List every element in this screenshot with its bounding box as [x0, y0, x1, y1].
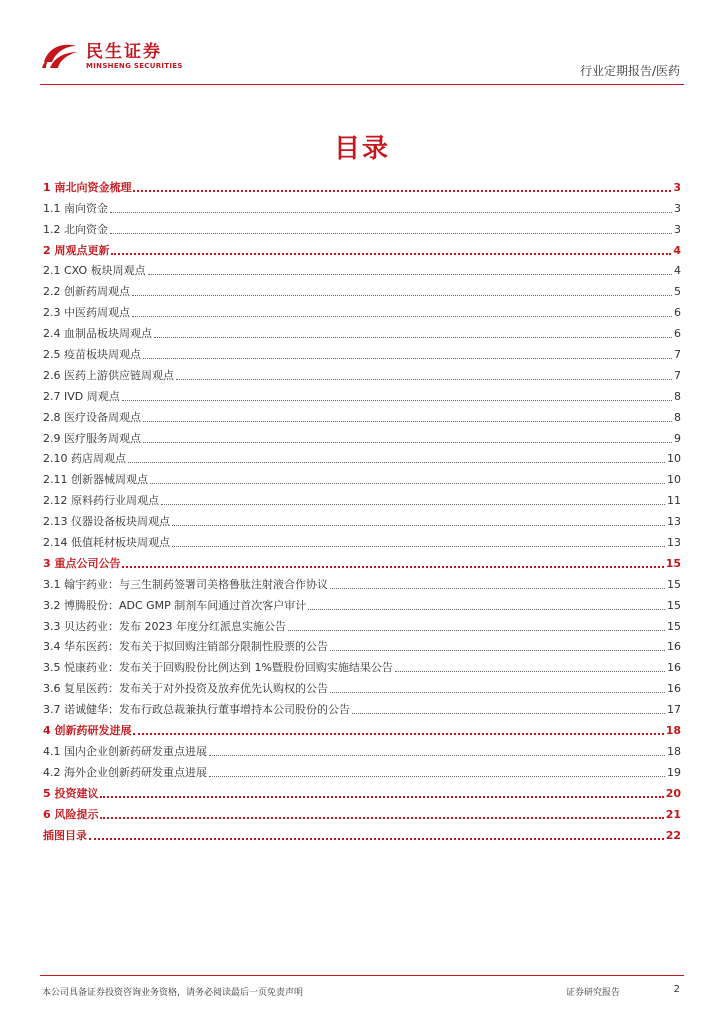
toc-dot-leader: [100, 817, 663, 819]
toc-entry-subsection[interactable]: [43, 320, 681, 341]
toc-entry-label: 2.8 医疗设备周观点: [43, 410, 141, 424]
toc-entry-label: 3.7 诺诚健华：发布行政总裁兼执行董事增持本公司股份的公告: [43, 703, 350, 717]
toc-entry-subsection[interactable]: [43, 529, 681, 550]
toc-entry-subsection[interactable]: [43, 571, 681, 592]
toc-dot-leader: [132, 316, 672, 317]
toc-entry-subsection[interactable]: [43, 592, 681, 613]
toc-dot-leader: [209, 755, 665, 756]
company-logo: [40, 40, 183, 72]
toc-entry-label: 2.9 医疗服务周观点: [43, 431, 141, 445]
toc-dot-leader: [209, 776, 665, 777]
toc-entry-section[interactable]: [43, 717, 681, 738]
toc-entry-label: 2.2 创新药周观点: [43, 285, 130, 299]
toc-entry-subsection[interactable]: [43, 404, 681, 425]
toc-entry-label: 2.14 低值耗材板块周观点: [43, 536, 170, 550]
toc-dot-leader: [172, 525, 665, 526]
toc-entry-label: 6 风险提示: [43, 807, 99, 821]
toc-entry-label: 2 周观点更新: [43, 243, 110, 257]
toc-entry-page: 3: [674, 222, 681, 236]
toc-entry-label: 3 重点公司公告: [43, 556, 121, 570]
toc-entry-page: 10: [667, 473, 681, 487]
toc-dot-leader: [128, 462, 665, 463]
toc-entry-label: 2.1 CXO 板块周观点: [43, 264, 146, 278]
toc-entry-page: 7: [674, 368, 681, 382]
report-type-label: 行业定期报告/医药: [579, 64, 680, 78]
toc-entry-subsection[interactable]: [43, 466, 681, 487]
toc-entry-subsection[interactable]: [43, 634, 681, 655]
toc-entry-section[interactable]: [43, 822, 681, 843]
toc-entry-label: 2.13 仪器设备板块周观点: [43, 515, 170, 529]
toc-entry-label: 插图目录: [43, 828, 87, 842]
toc-dot-leader: [288, 630, 665, 631]
footer-doc-type: 证券研究报告: [566, 988, 621, 998]
toc-entry-section[interactable]: [43, 237, 681, 258]
toc-dot-leader: [111, 253, 671, 255]
header-divider: [40, 84, 684, 85]
toc-entry-subsection[interactable]: [43, 487, 681, 508]
toc-entry-page: 16: [667, 682, 681, 696]
toc-entry-label: 1.2 北向资金: [43, 222, 108, 236]
table-of-contents: [43, 174, 681, 843]
toc-entry-label: 2.5 疫苗板块周观点: [43, 348, 141, 362]
toc-entry-page: 22: [665, 828, 681, 842]
toc-dot-leader: [352, 713, 665, 714]
toc-entry-page: 8: [674, 389, 681, 403]
toc-dot-leader: [143, 442, 672, 443]
toc-dot-leader: [330, 692, 665, 693]
minsheng-logo-icon: [40, 40, 80, 72]
toc-entry-label: 4 创新药研发进展: [43, 724, 132, 738]
toc-entry-label: 2.11 创新器械周观点: [43, 473, 148, 487]
toc-entry-page: 15: [665, 556, 681, 570]
toc-dot-leader: [133, 733, 663, 735]
toc-dot-leader: [395, 671, 665, 672]
toc-dot-leader: [122, 400, 672, 401]
toc-entry-label: 3.4 华东医药：发布关于拟回购注销部分限制性股票的公告: [43, 640, 328, 654]
toc-entry-label: 2.6 医药上游供应链周观点: [43, 368, 174, 382]
toc-entry-label: 2.10 药店周观点: [43, 452, 126, 466]
logo-chinese-name: 民生证券: [86, 41, 162, 62]
toc-entry-page: 6: [674, 306, 681, 320]
toc-entry-subsection[interactable]: [43, 341, 681, 362]
toc-entry-label: 2.12 原料药行业周观点: [43, 494, 159, 508]
toc-entry-label: 3.3 贝达药业：发布 2023 年度分红派息实施公告: [43, 619, 286, 633]
page-title: 目录: [333, 134, 390, 164]
toc-entry-page: 11: [667, 494, 681, 508]
toc-dot-leader: [308, 609, 665, 610]
toc-entry-label: 1 南北向资金梳理: [43, 180, 132, 194]
toc-dot-leader: [110, 212, 672, 213]
toc-entry-page: 4: [673, 243, 681, 257]
toc-entry-subsection[interactable]: [43, 508, 681, 529]
toc-dot-leader: [148, 274, 672, 275]
toc-entry-page: 18: [665, 724, 681, 738]
toc-entry-subsection[interactable]: [43, 446, 681, 467]
toc-entry-label: 3.2 博腾股份：ADC GMP 制剂车间通过首次客户审计: [43, 598, 307, 612]
toc-entry-subsection[interactable]: [43, 299, 681, 320]
toc-dot-leader: [150, 483, 665, 484]
toc-entry-page: 15: [667, 619, 681, 633]
toc-entry-page: 8: [674, 410, 681, 424]
toc-entry-page: 21: [665, 807, 681, 821]
toc-entry-page: 18: [667, 744, 681, 758]
toc-entry-page: 15: [667, 577, 681, 591]
toc-dot-leader: [161, 504, 665, 505]
toc-dot-leader: [172, 546, 665, 547]
toc-entry-page: 3: [674, 201, 681, 215]
toc-entry-label: 3.1 翰宇药业：与三生制药签署司美格鲁肽注射液合作协议: [43, 577, 328, 591]
footer-divider: [40, 975, 684, 976]
toc-entry-section[interactable]: [43, 780, 681, 801]
page-header: [40, 40, 684, 84]
toc-entry-subsection[interactable]: [43, 362, 681, 383]
toc-dot-leader: [143, 421, 672, 422]
toc-entry-page: 19: [667, 765, 681, 779]
toc-dot-leader: [110, 233, 672, 234]
toc-dot-leader: [330, 588, 665, 589]
toc-dot-leader: [176, 379, 672, 380]
toc-entry-subsection[interactable]: [43, 195, 681, 216]
toc-entry-section[interactable]: [43, 550, 681, 571]
toc-entry-page: 13: [667, 515, 681, 529]
toc-entry-subsection[interactable]: [43, 216, 681, 237]
toc-entry-page: 16: [667, 661, 681, 675]
toc-entry-page: 13: [667, 536, 681, 550]
toc-entry-section[interactable]: [43, 174, 681, 195]
toc-entry-page: 17: [667, 703, 681, 717]
toc-entry-subsection[interactable]: [43, 278, 681, 299]
toc-entry-label: 4.1 国内企业创新药研发重点进展: [43, 744, 207, 758]
toc-entry-label: 2.7 IVD 周观点: [43, 389, 120, 403]
toc-dot-leader: [132, 295, 672, 296]
toc-entry-subsection[interactable]: [43, 383, 681, 404]
toc-entry-subsection[interactable]: [43, 675, 681, 696]
toc-entry-label: 3.5 悦康药业：发布关于回购股份比例达到 1%暨股份回购实施结果公告: [43, 661, 393, 675]
toc-entry-page: 10: [667, 452, 681, 466]
toc-entry-page: 15: [667, 598, 681, 612]
toc-entry-subsection[interactable]: [43, 759, 681, 780]
toc-entry-subsection[interactable]: [43, 738, 681, 759]
toc-entry-label: 3.6 复星医药：发布关于对外投资及放弃优先认购权的公告: [43, 682, 328, 696]
footer-disclaimer: 本公司具备证券投资咨询业务资格，请务必阅读最后一页免责声明: [42, 988, 304, 998]
toc-entry-label: 4.2 海外企业创新药研发重点进展: [43, 765, 207, 779]
toc-entry-page: 6: [674, 327, 681, 341]
toc-entry-subsection[interactable]: [43, 613, 681, 634]
toc-entry-label: 1.1 南向资金: [43, 201, 108, 215]
toc-entry-subsection[interactable]: [43, 425, 681, 446]
toc-dot-leader: [154, 337, 672, 338]
logo-english-name: MINSHENG SECURITIES: [86, 61, 183, 70]
toc-dot-leader: [330, 650, 665, 651]
toc-entry-subsection[interactable]: [43, 696, 681, 717]
toc-entry-page: 9: [674, 431, 681, 445]
toc-entry-page: 16: [667, 640, 681, 654]
page-number: 2: [673, 984, 680, 995]
toc-dot-leader: [100, 796, 663, 798]
toc-dot-leader: [133, 190, 671, 192]
toc-dot-leader: [122, 566, 663, 568]
toc-entry-subsection[interactable]: [43, 258, 681, 279]
toc-entry-subsection[interactable]: [43, 654, 681, 675]
toc-dot-leader: [89, 838, 664, 840]
toc-entry-page: 5: [674, 285, 681, 299]
toc-entry-page: 3: [673, 180, 681, 194]
toc-dot-leader: [143, 358, 672, 359]
toc-entry-page: 7: [674, 348, 681, 362]
toc-entry-page: 4: [674, 264, 681, 278]
toc-entry-label: 2.3 中医药周观点: [43, 306, 130, 320]
toc-entry-label: 2.4 血制品板块周观点: [43, 327, 152, 341]
toc-entry-page: 20: [665, 786, 681, 800]
toc-entry-section[interactable]: [43, 801, 681, 822]
toc-entry-label: 5 投资建议: [43, 786, 99, 800]
